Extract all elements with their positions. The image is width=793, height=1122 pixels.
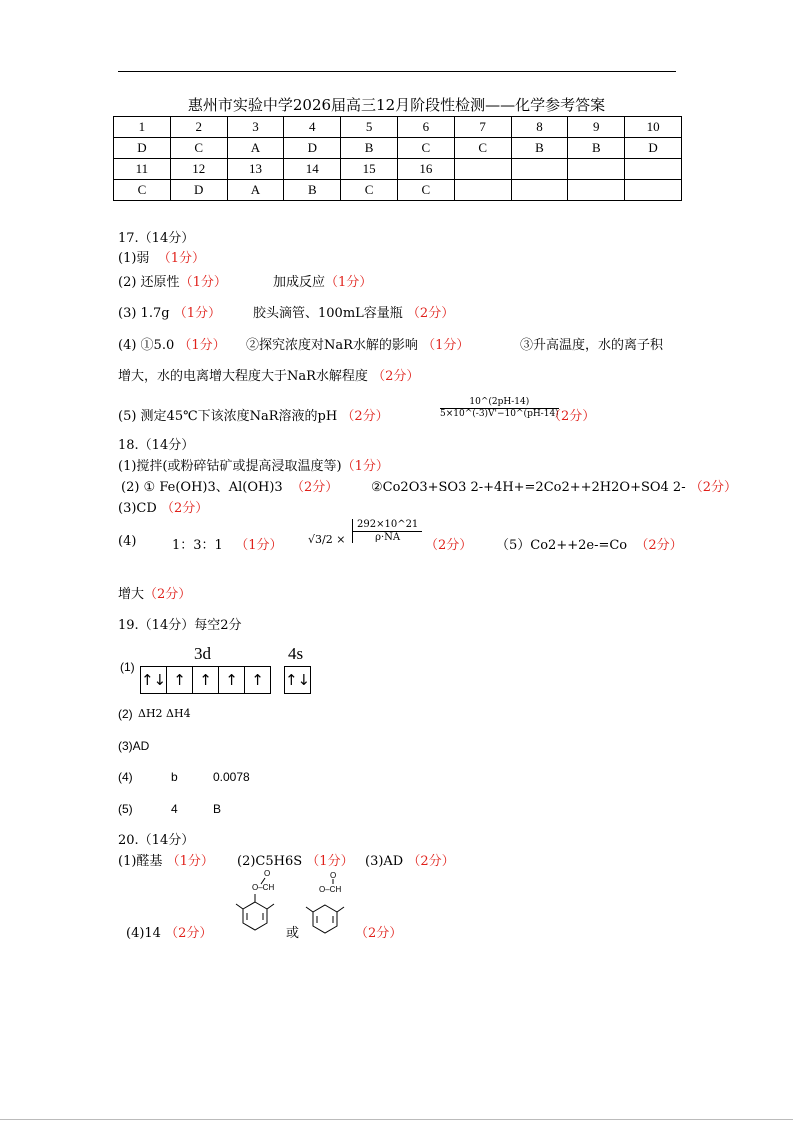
struct-o-ch: O–CH bbox=[252, 883, 275, 892]
table-cell: D bbox=[114, 138, 171, 159]
q18-part1 bbox=[118, 455, 389, 474]
q18-part6 bbox=[118, 583, 191, 602]
table-cell: B bbox=[284, 180, 341, 201]
orbital-box: ↑ bbox=[251, 671, 264, 689]
score-mark: （2分） bbox=[407, 854, 455, 869]
answer-text: 加成反应 bbox=[273, 275, 326, 290]
q20-heading: 20.（14分） bbox=[118, 833, 195, 848]
table-row bbox=[114, 117, 682, 138]
table-row bbox=[114, 159, 682, 180]
q19-part5: (5) bbox=[118, 802, 133, 816]
answer-text: (3)AD bbox=[365, 854, 404, 869]
answer-text: 1：3：1 bbox=[172, 538, 223, 553]
score-mark: （2分） bbox=[548, 409, 596, 424]
fraction-denominator: ρ·NA bbox=[375, 532, 401, 543]
table-cell: 11 bbox=[114, 159, 171, 180]
score-mark: （1分） bbox=[325, 275, 373, 290]
q19-heading: 19.（14分）每空2分 bbox=[118, 618, 242, 633]
table-cell: C bbox=[170, 138, 227, 159]
q17-part1 bbox=[118, 247, 205, 266]
answer-text: (1)醛基 bbox=[118, 854, 163, 869]
answer-text: (4) ①5.0 bbox=[118, 338, 175, 353]
structure-ortho-formate bbox=[230, 868, 280, 944]
table-cell: 8 bbox=[511, 117, 568, 138]
table-cell: A bbox=[227, 138, 284, 159]
table-cell: 4 bbox=[284, 117, 341, 138]
q20-part3 bbox=[365, 850, 455, 869]
q17-part5 bbox=[118, 405, 389, 424]
struct-o-ch: O–CH bbox=[319, 885, 342, 894]
score-mark: （1分） bbox=[306, 854, 354, 869]
q19-part1: (1) bbox=[120, 660, 135, 674]
score-mark: （2分） bbox=[406, 306, 455, 321]
score-mark: （1分） bbox=[341, 459, 389, 474]
answer-text: 胶头滴管、100mL容量瓶 bbox=[253, 306, 403, 321]
answer-text: (2)C5H6S bbox=[237, 854, 303, 869]
score-mark: （2分） bbox=[689, 480, 738, 495]
struct-o: O bbox=[330, 871, 337, 880]
answer-text: 增大，水的电离增大程度大于NaR水解程度 bbox=[118, 369, 368, 384]
table-cell: 2 bbox=[170, 117, 227, 138]
table-cell: D bbox=[170, 180, 227, 201]
table-cell bbox=[625, 159, 682, 180]
struct-o: O bbox=[264, 869, 271, 878]
structure-meta-formate bbox=[303, 871, 353, 943]
table-cell bbox=[568, 180, 625, 201]
q18-part3 bbox=[118, 497, 208, 516]
fraction-numerator: 292×10^21 bbox=[353, 519, 422, 532]
orbital-label-3d: 3d bbox=[194, 644, 211, 663]
table-cell: D bbox=[284, 138, 341, 159]
answer-text: （5）Co2++2e-=Co bbox=[496, 538, 628, 553]
q17-part3b bbox=[253, 302, 454, 321]
score-mark: （2分） bbox=[144, 587, 192, 602]
q19-part4b: 0.0078 bbox=[213, 770, 250, 784]
score-mark: （2分） bbox=[425, 538, 473, 553]
q17-part2b bbox=[273, 271, 372, 290]
score-mark: （1分） bbox=[422, 338, 470, 353]
table-cell: 9 bbox=[568, 117, 625, 138]
table-cell: 13 bbox=[227, 159, 284, 180]
q18-part5 bbox=[496, 534, 683, 553]
table-cell: 12 bbox=[170, 159, 227, 180]
table-cell bbox=[511, 180, 568, 201]
q18-density-prefix: √3/2 × bbox=[308, 533, 346, 546]
footer-rule bbox=[0, 1119, 793, 1120]
table-cell: 6 bbox=[397, 117, 454, 138]
table-cell: 7 bbox=[454, 117, 511, 138]
q20-part1 bbox=[118, 850, 214, 869]
q17-part4b bbox=[246, 334, 469, 353]
orbital-box: ↑↓ bbox=[141, 667, 167, 693]
q17-part3 bbox=[118, 302, 221, 321]
score-mark: （1分） bbox=[166, 854, 214, 869]
score-mark: （1分） bbox=[235, 538, 283, 553]
q19-part2: (2) bbox=[118, 707, 133, 721]
q17-part4c: ③升高温度，水的离子积 bbox=[520, 338, 664, 353]
table-row bbox=[114, 180, 682, 201]
answer-text: (2) 还原性 bbox=[118, 275, 180, 290]
table-cell: C bbox=[397, 138, 454, 159]
table-cell bbox=[511, 159, 568, 180]
q18-part2 bbox=[121, 476, 338, 495]
answer-text: (3) 1.7g bbox=[118, 306, 170, 321]
table-cell: C bbox=[341, 180, 398, 201]
table-cell: B bbox=[511, 138, 568, 159]
header-rule bbox=[118, 71, 676, 72]
q19-part4: (4) bbox=[118, 770, 133, 784]
score-mark: （1分） bbox=[173, 306, 221, 321]
table-cell bbox=[568, 159, 625, 180]
table-cell: 5 bbox=[341, 117, 398, 138]
table-cell: 16 bbox=[397, 159, 454, 180]
table-cell: 10 bbox=[625, 117, 682, 138]
table-cell bbox=[454, 180, 511, 201]
table-cell: C bbox=[454, 138, 511, 159]
answer-text: ②探究浓度对NaR水解的影响 bbox=[246, 338, 418, 353]
answer-text: (4)14 bbox=[126, 926, 161, 941]
score-mark: （2分） bbox=[355, 926, 403, 941]
answer-text: ②Co2O3+SO3 2-+4H+=2Co2++2H2O+SO4 2- bbox=[371, 480, 686, 495]
table-cell: 14 bbox=[284, 159, 341, 180]
orbital-box: ↑ bbox=[167, 667, 193, 693]
table-row bbox=[114, 138, 682, 159]
table-cell: C bbox=[397, 180, 454, 201]
answer-table bbox=[113, 116, 682, 201]
q19-part5a: 4 bbox=[171, 802, 178, 816]
answer-text: (1)弱 bbox=[118, 251, 150, 266]
table-cell: A bbox=[227, 180, 284, 201]
orbital-box: ↑↓ bbox=[284, 671, 311, 689]
orbital-diagram-4s bbox=[284, 666, 311, 694]
q17-part4d bbox=[118, 365, 419, 384]
q20-part2 bbox=[237, 850, 354, 869]
score-mark: （2分） bbox=[341, 409, 389, 424]
q18-part4: (4) bbox=[118, 534, 137, 549]
q18-heading: 18.（14分） bbox=[118, 438, 195, 453]
table-cell: B bbox=[568, 138, 625, 159]
answer-text: 增大 bbox=[118, 587, 145, 602]
table-cell: 3 bbox=[227, 117, 284, 138]
table-cell: 1 bbox=[114, 117, 171, 138]
q20-or: 或 bbox=[286, 926, 300, 941]
table-cell bbox=[625, 180, 682, 201]
score-mark: （2分） bbox=[160, 501, 209, 516]
q19-part5b: B bbox=[213, 802, 222, 816]
q20-part4 bbox=[126, 922, 212, 941]
score-mark: （2分） bbox=[165, 926, 213, 941]
score-mark: （1分） bbox=[178, 338, 226, 353]
q19-part3: (3)AD bbox=[118, 739, 150, 753]
table-cell: 15 bbox=[341, 159, 398, 180]
score-mark: （2分） bbox=[290, 480, 339, 495]
orbital-label-4s: 4s bbox=[288, 644, 304, 663]
answer-text: (3)CD bbox=[118, 501, 157, 516]
orbital-box: ↑ bbox=[219, 667, 245, 693]
table-cell: B bbox=[341, 138, 398, 159]
fraction-numerator: 10^(2pH-14) bbox=[440, 397, 559, 409]
score-mark: （2分） bbox=[372, 369, 420, 384]
answer-text: (5) 测定45℃下该浓度NaR溶液的pH bbox=[118, 409, 338, 424]
q17-part4 bbox=[118, 334, 226, 353]
q17-fraction bbox=[440, 397, 559, 419]
table-cell bbox=[454, 159, 511, 180]
table-cell: D bbox=[625, 138, 682, 159]
table-cell: C bbox=[114, 180, 171, 201]
score-mark: （2分） bbox=[635, 538, 683, 553]
q17-heading: 17.（14分） bbox=[118, 231, 195, 246]
fraction-denominator: 5×10^(-3)V'−10^(pH-14) bbox=[440, 409, 559, 419]
q18-part2b bbox=[371, 476, 737, 495]
q17-part2 bbox=[118, 271, 227, 290]
q18-part4b bbox=[172, 534, 283, 553]
page-title: 惠州市实验中学2026届高三12月阶段性检测——化学参考答案 bbox=[187, 96, 606, 114]
orbital-box: ↑ bbox=[193, 667, 219, 693]
orbital-diagram-3d bbox=[140, 666, 271, 694]
score-mark: （1分） bbox=[157, 251, 205, 266]
q18-density-radical bbox=[352, 519, 422, 543]
answer-text: (2) ① Fe(OH)3、Al(OH)3 bbox=[121, 480, 283, 495]
q19-part4a: b bbox=[171, 770, 178, 784]
answer-text: (1)搅拌(或粉碎钴矿或提高浸取温度等) bbox=[118, 459, 342, 474]
score-mark: （1分） bbox=[179, 275, 227, 290]
q19-part2-value: ΔH2 ΔH4 bbox=[138, 707, 191, 720]
